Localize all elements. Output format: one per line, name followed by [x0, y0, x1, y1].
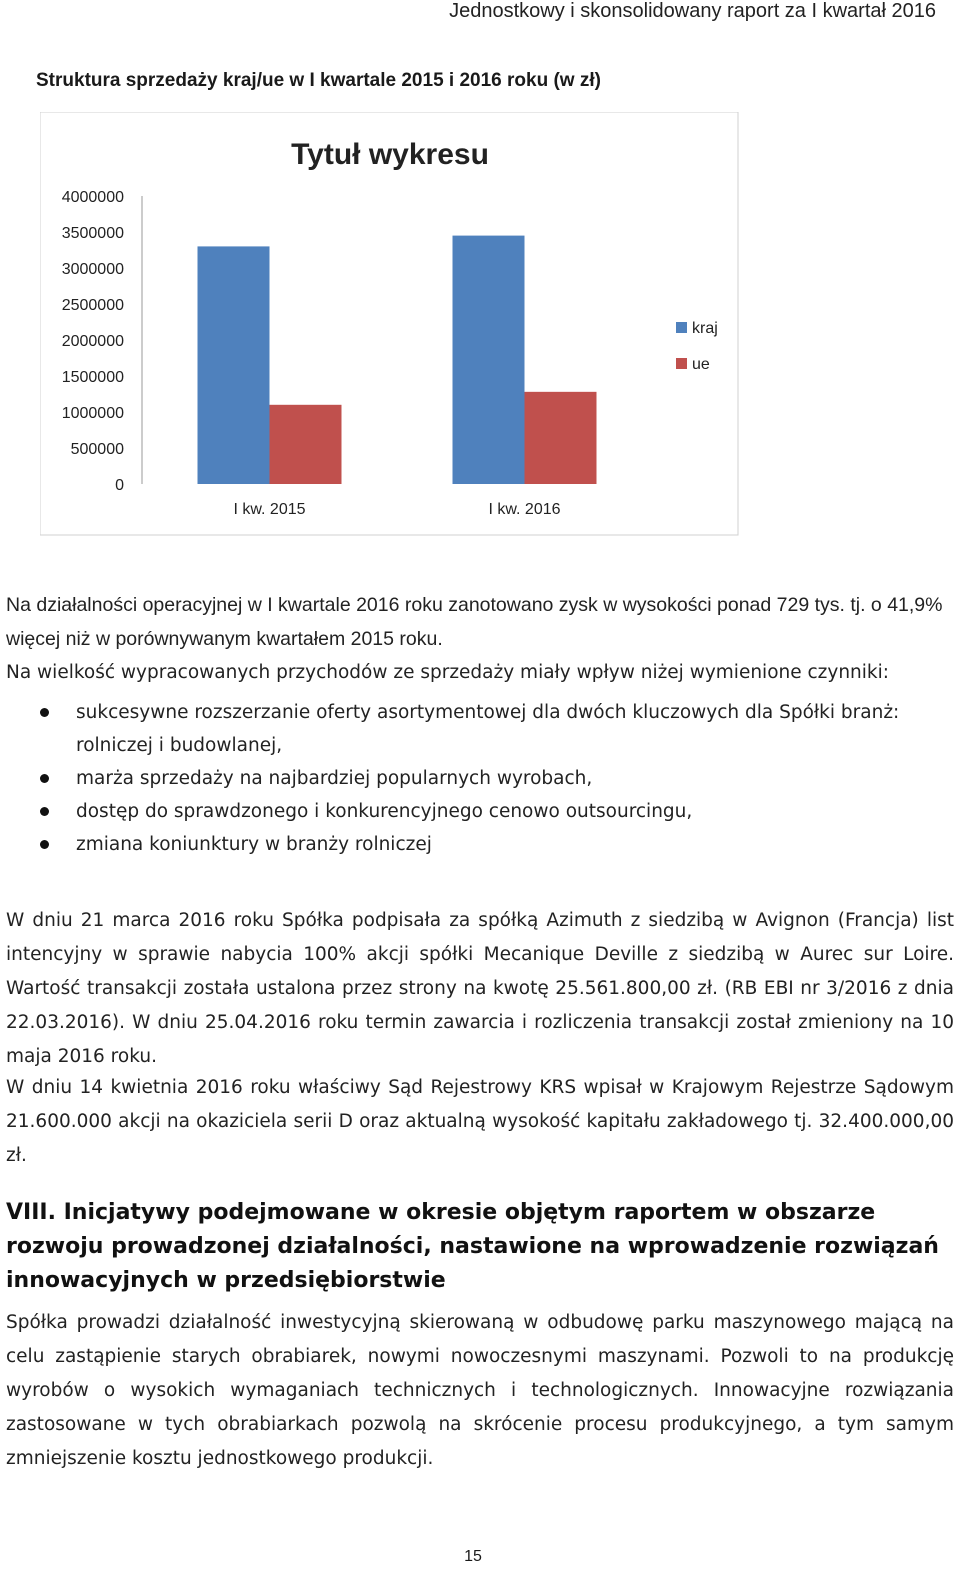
bullet-icon — [40, 708, 49, 717]
chart-frame — [40, 112, 738, 535]
list-item — [6, 828, 954, 861]
x-tick-label: I kw. 2015 — [233, 501, 306, 518]
bullet-icon — [40, 807, 49, 816]
list-item-text: zmiana koniunktury w branży rolniczej — [76, 834, 432, 855]
innovation-paragraph: Spółka prowadzi działalność inwestycyjną skierowaną w odbudowę parku maszynowego mającą na celu zastąpienie starych obrabiarek, nowymi nowoczesnymi maszynami. Pozwoli to na produkcję wyrobów o wysokich wymaganiach technicznych i technologicznych. Innowacyjne rozwiązania zastosowane w tych obrabiarkach pozwolą na skrócenie procesu produkcyjnego, a tym samym zmniejszenie kosztu jednostkowego produkcji. — [6, 1312, 954, 1469]
registration-paragraph: W dniu 14 kwietnia 2016 roku właściwy Sąd Rejestrowy KRS wpisał w Krajowym Rejestrze Sądowym 21.600.000 akcji na okaziciela serii D oraz aktualną wysokość kapitału zakładowego tj. 32.400.000,00 zł. — [6, 1077, 954, 1166]
bullet-icon — [40, 840, 49, 849]
y-tick-label: 1000000 — [61, 405, 124, 422]
legend-label: kraj — [692, 320, 718, 337]
factors-list — [6, 696, 954, 861]
y-tick-label: 4000000 — [61, 189, 124, 206]
bar-kraj-1 — [453, 236, 525, 484]
bar-kraj-0 — [198, 246, 270, 484]
chart-svg — [40, 112, 740, 537]
factors-intro-paragraph: Na wielkość wypracowanych przychodów ze sprzedaży miały wpływ niżej wymienione czynniki: — [6, 662, 890, 683]
y-tick-label: 0 — [115, 477, 124, 494]
bar-ue-1 — [525, 392, 597, 484]
list-item-text: marża sprzedaży na najbardziej popularnych wyrobach, — [76, 768, 593, 789]
page-number: 15 — [464, 1548, 482, 1565]
list-item-text: dostęp do sprawdzonego i konkurencyjnego cenowo outsourcingu, — [76, 801, 693, 822]
y-tick-label: 1500000 — [61, 369, 124, 386]
x-tick-label: I kw. 2016 — [488, 501, 561, 518]
legend-label: ue — [692, 356, 710, 373]
section-heading: VIII. Inicjatywy podejmowane w okresie objętym raportem w obszarze rozwoju prowadzonej działalności, nastawione na wprowadzenie rozwiązań innowacyjnych w przedsiębiorstwie — [6, 1200, 939, 1293]
y-tick-label: 2000000 — [61, 333, 124, 350]
chart-caption: Struktura sprzedaży kraj/ue w I kwartale 2015 i 2016 roku (w zł) — [36, 70, 601, 91]
chart-title: Tytuł wykresu — [291, 138, 489, 171]
list-item-text: sukcesywne rozszerzanie oferty asortymentowej dla dwóch kluczowych dla Spółki branż: rolniczej i budowlanej, — [76, 702, 900, 756]
bar-ue-0 — [270, 405, 342, 484]
y-tick-label: 500000 — [70, 441, 124, 458]
page-header: Jednostkowy i skonsolidowany raport za I kwartał 2016 — [449, 0, 936, 22]
list-item — [6, 795, 954, 828]
list-item — [6, 762, 954, 795]
y-tick-label: 3000000 — [61, 261, 124, 278]
transaction-paragraph: W dniu 21 marca 2016 roku Spółka podpisała za spółką Azimuth z siedzibą w Avignon (Francja) list intencyjny w sprawie nabycia 100% akcji spółki Mecanique Deville z siedzibą w Aurec sur Loire. Wartość transakcji została ustalona przez strony na kwotę 25.561.800,00 zł. (RB EBI nr 3/2016 z dnia 22.03.2016). W dniu 25.04.2016 roku termin zawarcia i rozliczenia transakcji został zmieniony na 10 maja 2016 roku. — [6, 910, 954, 1067]
y-tick-label: 3500000 — [61, 225, 124, 242]
legend-swatch — [676, 358, 687, 369]
bar-chart — [40, 112, 740, 537]
y-tick-label: 2500000 — [61, 297, 124, 314]
list-item — [6, 696, 954, 762]
legend-swatch — [676, 322, 687, 333]
operating-result-paragraph: Na działalności operacyjnej w I kwartale 2016 roku zanotowano zysk w wysokości ponad 729 tys. tj. o 41,9% więcej niż w porównywanym kwartałem 2015 roku. — [6, 594, 943, 650]
bullet-icon — [40, 774, 49, 783]
